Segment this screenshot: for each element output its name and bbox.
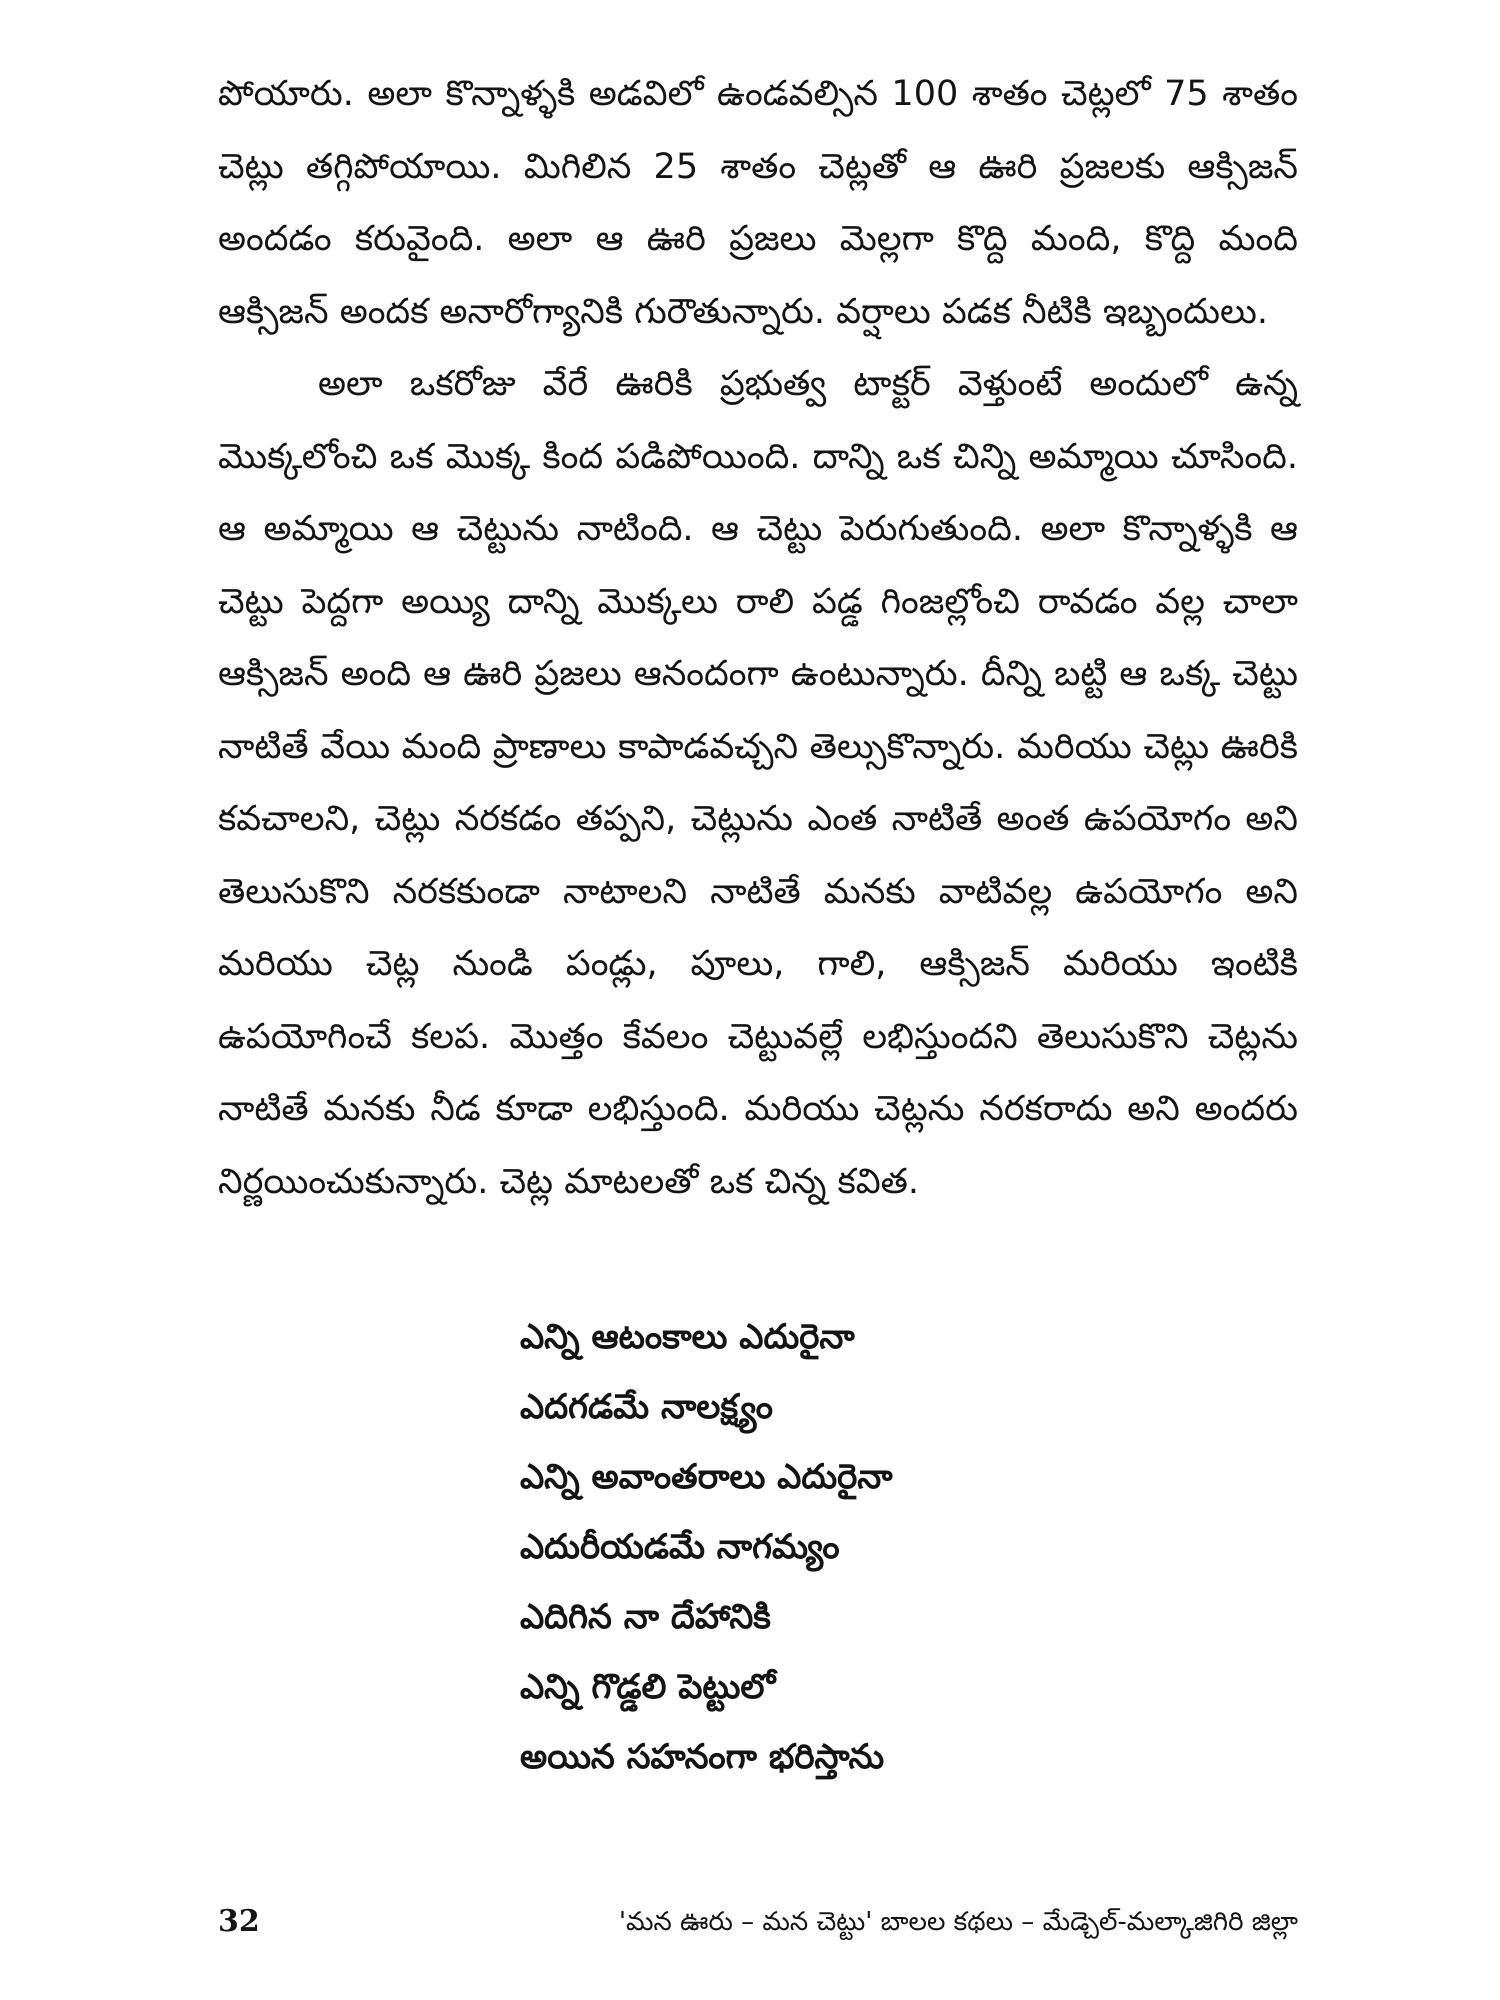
story-body xyxy=(218,58,1298,1218)
poem-line-2: ఎదగడమే నాలక్ష్యం xyxy=(520,1387,773,1427)
poem-line-1: ఎన్ని ఆటంకాలు ఎదురైనా xyxy=(520,1317,855,1357)
page-footer xyxy=(218,1902,1298,1952)
paragraph-1: పోయారు. అలా కొన్నాళ్ళకి అడవిలో ఉండవల్సిన 100 శాతం చెట్లలో 75 శాతం చెట్లు తగ్గిపోయాయి. మిగిలిన 25 శాతం చెట్లతో ఆ ఊరి ప్రజలకు ఆక్సిజన్ అందడం కరువైంది. అలా ఆ ఊరి ప్రజలు మెల్లగా కొద్ది మంది, కొద్ది మంది ఆక్సిజన్ అందక అనారోగ్యానికి గురౌతున్నారు. వర్షాలు పడక నీటికి ఇబ్బందులు. xyxy=(218,74,1298,332)
poem-line-6: ఎన్ని గొడ్డలి పెట్టులో xyxy=(520,1667,776,1707)
page-number: 32 xyxy=(218,1904,260,1939)
poem-line-5: ఎదిగిన నా దేహానికి xyxy=(520,1597,771,1637)
poem xyxy=(520,1302,1240,1792)
paragraph-2: అలా ఒకరోజు వేరే ఊరికి ప్రభుత్వ టాక్టర్ వెళ్తుంటే అందులో ఉన్న మొక్కలోంచి ఒక మొక్క కింద పడిపోయింది. దాన్ని ఒక చిన్ని అమ్మాయి చూసింది. ఆ అమ్మాయి ఆ చెట్టును నాటింది. ఆ చెట్టు పెరుగుతుంది. అలా కొన్నాళ్ళకి ఆ చెట్టు పెద్దగా అయ్యి దాన్ని మొక్కలు రాలి పడ్డ గింజల్లోంచి రావడం వల్ల చాలా ఆక్సిజన్ అంది ఆ ఊరి ప్రజలు ఆనందంగా ఉంటున్నారు. దీన్ని బట్టి ఆ ఒక్క చెట్టు నాటితే వేయి మంది ప్రాణాలు కాపాడవచ్చని తెల్సుకొన్నారు. మరియు చెట్లు ఊరికి కవచాలని, చెట్లు నరకడం తప్పని, చెట్లును ఎంత నాటితే అంత ఉపయోగం అని తెలుసుకొని నరకకుండా నాటాలని నాటితే మనకు వాటివల్ల ఉపయోగం అని మరియు చెట్ల నుండి పండ్లు, పూలు, గాలి, ఆక్సిజన్ మరియు ఇంటికి ఉపయోగించే కలప. మొత్తం కేవలం చెట్టువల్లే లభిస్తుందని తెలుసుకొని చెట్లను నాటితే మనకు నీడ కూడా లభిస్తుంది. మరియు చెట్లను నరకరాదు అని అందరు నిర్ణయించుకున్నారు. చెట్ల మాటలతో ఒక చిన్న కవిత. xyxy=(218,364,1298,1202)
running-title: 'మన ఊరు – మన చెట్టు' బాలల కథలు – మేడ్చెల్-మల్కాజిగిరి జిల్లా xyxy=(618,1907,1298,1937)
poem-line-7: అయిన సహనంగా భరిస్తాను xyxy=(520,1737,885,1777)
poem-line-3: ఎన్ని అవాంతరాలు ఎదురైనా xyxy=(520,1457,893,1497)
poem-line-4: ఎదురీయడమే నాగమ్యం xyxy=(520,1527,840,1567)
